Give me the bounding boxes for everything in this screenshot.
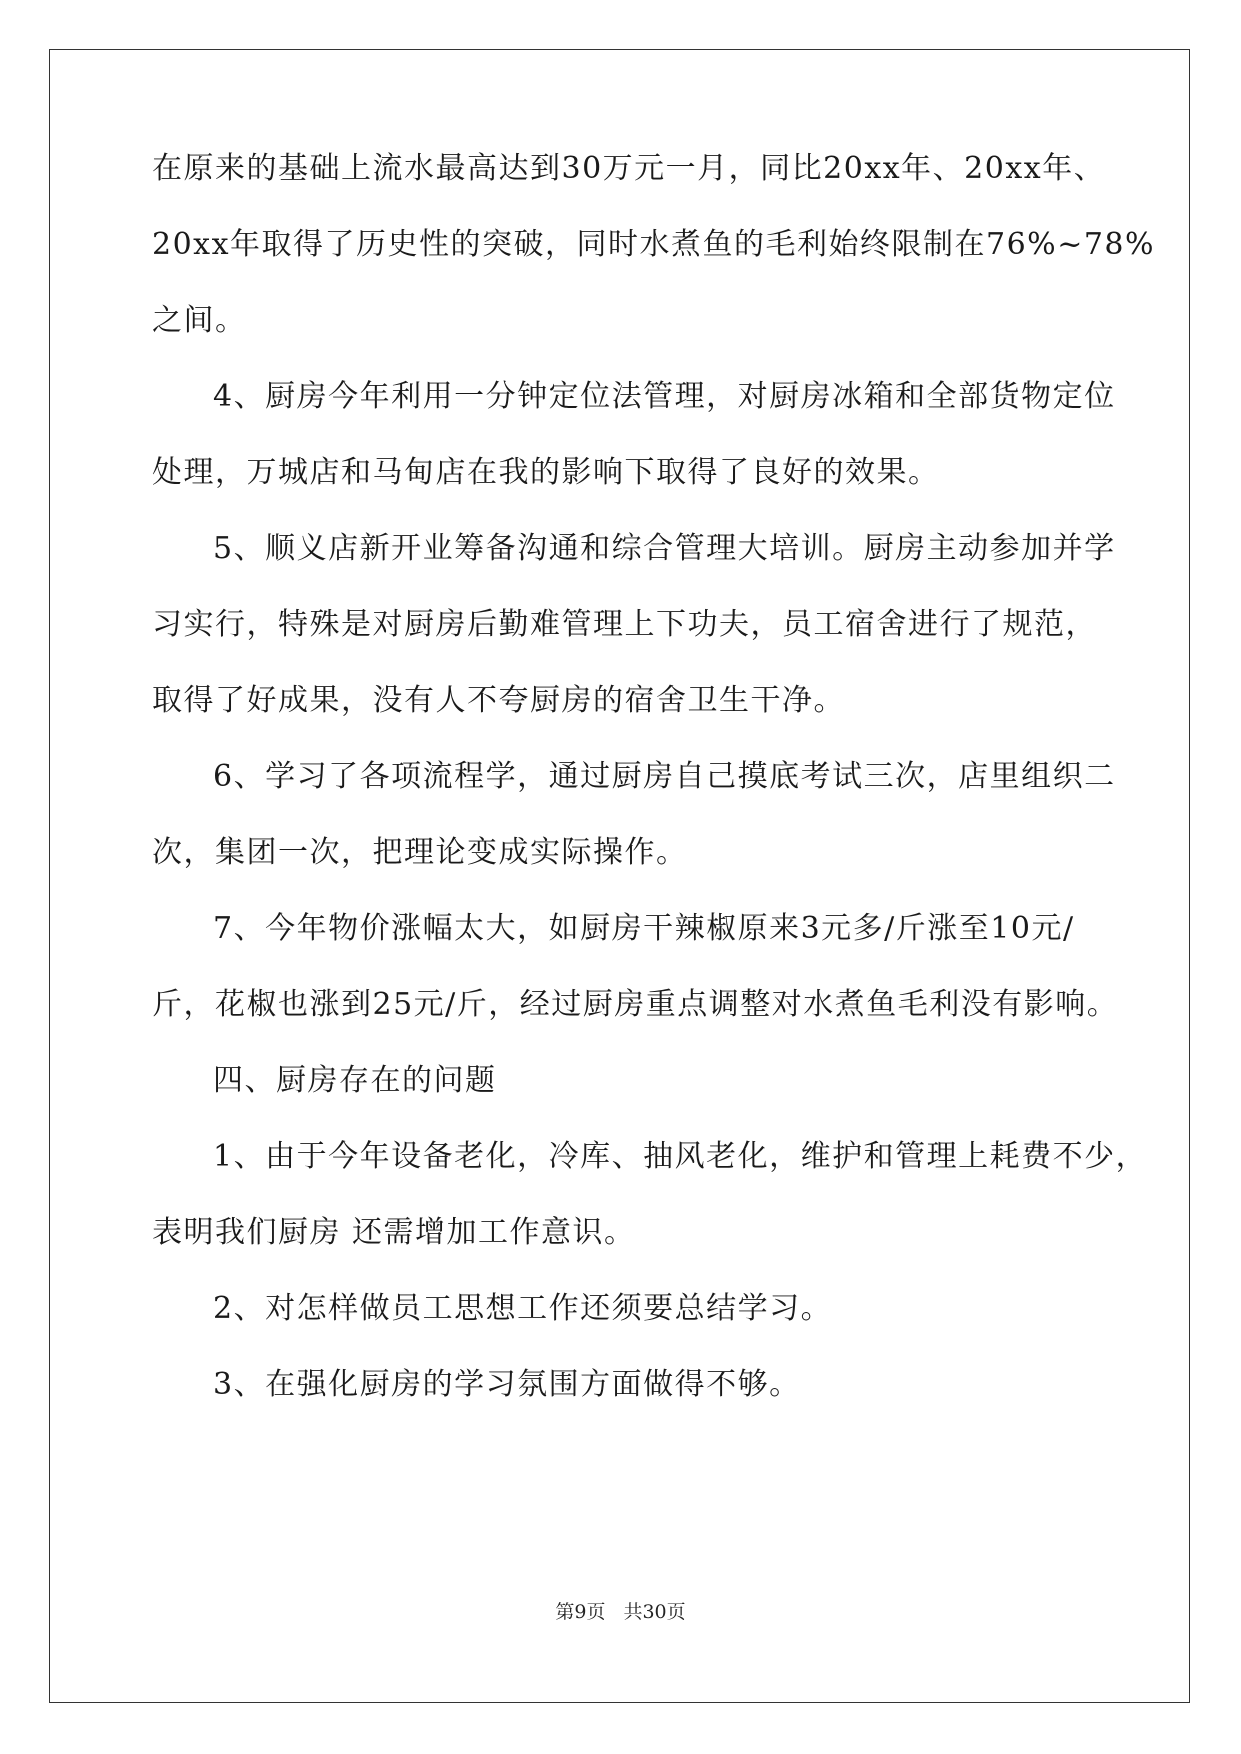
text-line: 次，集团一次，把理论变成实际操作。	[152, 835, 688, 870]
page-footer	[0, 1597, 1241, 1624]
text-line: 5、顺义店新开业筹备沟通和综合管理大培训。厨房主动参加并学	[213, 531, 1116, 566]
page-number: 第9页	[555, 1601, 606, 1623]
text-line: 之间。	[152, 303, 247, 338]
text-line: 2、对怎样做员工思想工作还须要总结学习。	[213, 1291, 833, 1326]
text-line: 6、学习了各项流程学，通过厨房自己摸底考试三次，店里组织二	[213, 759, 1116, 794]
text-line: 1、由于今年设备老化，冷库、抽风老化，维护和管理上耗费不少，	[213, 1139, 1148, 1174]
text-line: 在原来的基础上流水最高达到30万元一月，同比20xx年、20xx年、	[152, 151, 1106, 186]
page-border	[49, 49, 1190, 1703]
text-line: 斤，花椒也涨到25元/斤，经过厨房重点调整对水煮鱼毛利没有影响。	[152, 987, 1119, 1022]
text-line: 7、今年物价涨幅太大，如厨房干辣椒原来3元多/斤涨至10元/	[213, 911, 1075, 946]
text-line: 处理，万城店和马甸店在我的影响下取得了良好的效果。	[152, 455, 940, 490]
text-line: 表明我们厨房 还需增加工作意识。	[152, 1215, 636, 1250]
text-line: 习实行，特殊是对厨房后勤难管理上下功夫，员工宿舍进行了规范，	[152, 607, 1097, 642]
text-line: 取得了好成果，没有人不夸厨房的宿舍卫生干净。	[152, 683, 845, 718]
text-line: 20xx年取得了历史性的突破，同时水煮鱼的毛利始终限制在76%~78%	[152, 227, 1156, 262]
text-line: 4、厨房今年利用一分钟定位法管理，对厨房冰箱和全部货物定位	[213, 379, 1116, 414]
text-line: 3、在强化厨房的学习氛围方面做得不够。	[213, 1367, 801, 1402]
section-heading: 四、厨房存在的问题	[213, 1063, 497, 1098]
page-total: 共30页	[623, 1601, 686, 1623]
